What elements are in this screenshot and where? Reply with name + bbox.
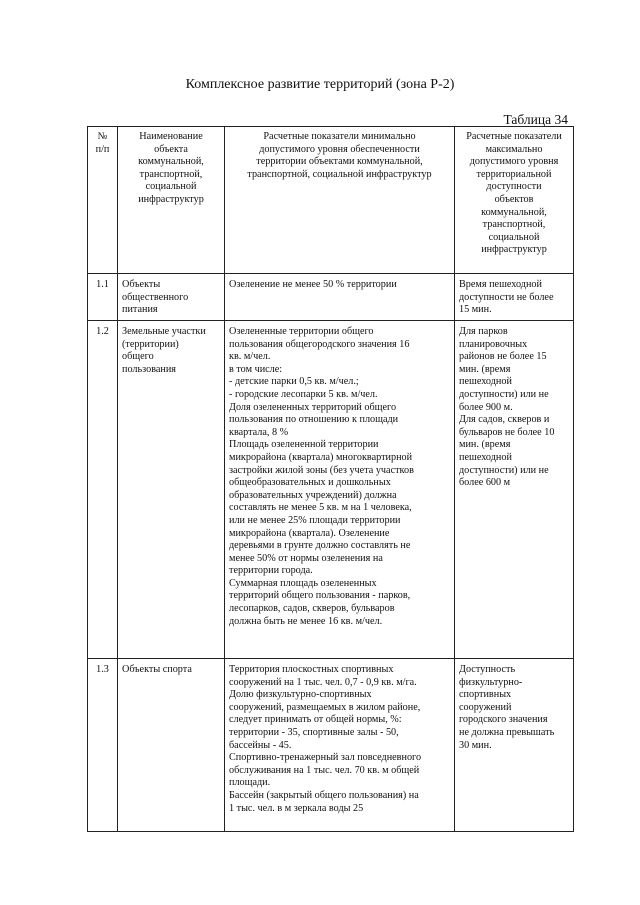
header-min-level	[225, 127, 455, 274]
text-line: следует принимать от общей нормы, %:	[229, 714, 402, 726]
text-line: Доступность	[459, 664, 516, 675]
table-label: Таблица 34	[503, 112, 568, 127]
text-line: более 600 м	[459, 477, 511, 489]
text-line: объекта	[154, 143, 188, 155]
text-line: 15 мин.	[459, 304, 492, 316]
text-line: пользования по отношению к площади	[229, 414, 399, 426]
text-line: мин. (время	[459, 439, 511, 451]
text-line: Долю физкультурно-спортивных	[229, 689, 372, 701]
text-line: должна быть не менее 16 кв. м/чел.	[229, 615, 383, 627]
header-number	[88, 127, 118, 274]
text-line: Объекты спорта	[122, 664, 192, 675]
text-line: максимально	[485, 143, 543, 155]
text-line: мин. (время	[459, 363, 511, 375]
text-line: территории - 35, спортивные залы - 50,	[229, 726, 399, 738]
text-line: районов не более 15	[459, 351, 547, 363]
table-row	[88, 659, 574, 832]
norms-table	[87, 126, 574, 832]
text-line: Время пешеходной	[459, 279, 542, 290]
text-line: социальной	[145, 181, 197, 193]
row-max-access	[455, 659, 574, 832]
text-line: общего	[122, 351, 154, 363]
text-line: объектов	[494, 193, 534, 205]
text-line: коммунальной,	[138, 156, 204, 168]
row-number: 1.3	[88, 659, 118, 832]
text-line: общественного	[122, 291, 189, 303]
text-line: Земельные участки	[122, 326, 206, 337]
text-line: допустимого уровня	[469, 156, 559, 168]
text-line: транспортной, социальной инфраструктур	[247, 168, 432, 180]
text-line: транспортной,	[139, 168, 203, 180]
text-line: Спортивно-тренажерный зал повседневного	[229, 752, 422, 764]
text-line: Расчетные показатели минимально	[263, 131, 416, 142]
text-line: городского значения	[459, 714, 548, 726]
text-line: Площадь озелененной территории	[229, 439, 379, 451]
text-line: питания	[122, 304, 158, 316]
text-line: пользования общегородского значения 16	[229, 338, 410, 350]
table-row	[88, 274, 574, 321]
text-line: составлять не менее 5 кв. м на 1 человека,	[229, 502, 412, 514]
text-line: 30 мин.	[459, 739, 492, 751]
text-line: Суммарная площадь озелененных	[229, 577, 377, 589]
text-line: территории объектами коммунальной,	[256, 156, 423, 168]
text-line: территориальной	[476, 168, 552, 180]
text-line: доступности не более	[459, 291, 554, 303]
text-line: пользования	[122, 363, 176, 375]
text-line: коммунальной,	[481, 206, 547, 218]
text-line: Бассейн (закрытый общего пользования) на	[229, 789, 419, 801]
text-line: сооружений	[459, 701, 512, 713]
text-line: деревьями в грунте должно составлять не	[229, 540, 411, 552]
document-title: Комплексное развитие территорий (зона Р-2)	[185, 77, 455, 92]
text-line: территории города.	[229, 565, 313, 577]
text-line: пешеходной	[459, 451, 512, 463]
text-line: бульваров не более 10	[459, 426, 555, 438]
header-max-access	[455, 127, 574, 274]
row-min-level	[225, 659, 455, 832]
text-line: не должна превышать	[459, 726, 555, 738]
text-line: п/п	[95, 143, 110, 155]
text-line: физкультурно-	[459, 676, 523, 688]
row-min-level	[225, 321, 455, 659]
text-line: Для парков	[459, 326, 508, 337]
text-line: инфраструктур	[138, 193, 204, 205]
text-line: (территории)	[122, 338, 179, 350]
text-line: спортивных	[459, 689, 512, 701]
row-max-access	[455, 274, 574, 321]
text-line: пешеходной	[459, 376, 512, 388]
text-line: Расчетные показатели	[466, 131, 562, 142]
text-line: территорий общего пользования - парков,	[229, 590, 411, 602]
text-line: 1 тыс. чел. в м зеркала воды 25	[229, 802, 364, 814]
row-number: 1.1	[88, 274, 118, 321]
row-object-name	[118, 274, 225, 321]
table-header-row	[88, 127, 574, 274]
text-line: инфраструктур	[481, 244, 547, 256]
text-line: доступности) или не	[459, 464, 549, 476]
text-line: менее 50% от нормы озеленения на	[229, 552, 383, 564]
text-line: микрорайона (квартала) многоквартирной	[229, 451, 413, 463]
row-min-level	[225, 274, 455, 321]
text-line: сооружений, размещаемых в жилом районе,	[229, 701, 421, 713]
text-line: доступности	[486, 181, 542, 193]
text-line: Доля озелененных территорий общего	[229, 401, 397, 413]
text-line: социальной	[488, 231, 540, 243]
text-line: обслуживания на 1 тыс. чел. 70 кв. м общей	[229, 764, 420, 776]
text-line: застройки жилой зоны (без учета участков	[229, 464, 414, 476]
row-max-access	[455, 321, 574, 659]
text-line: Для садов, скверов и	[459, 414, 550, 426]
text-line: - детские парки 0,5 кв. м/чел.;	[229, 376, 359, 388]
header-object-name	[118, 127, 225, 274]
text-line: в том числе:	[229, 363, 283, 375]
text-line: или не менее 25% площади территории	[229, 514, 401, 526]
text-line: допустимого уровня обеспеченности	[259, 143, 420, 155]
text-line: сооружений на 1 тыс. чел. 0,7 - 0,9 кв. м/га.	[229, 676, 417, 688]
text-line: Наименование	[139, 131, 203, 142]
row-object-name	[118, 321, 225, 659]
text-line: площади.	[229, 777, 271, 789]
row-object-name	[118, 659, 225, 832]
text-line: доступности) или не	[459, 388, 549, 400]
text-line: Озеленение не менее 50 % территории	[229, 279, 397, 290]
text-line: общеобразовательных и дошкольных	[229, 477, 391, 489]
text-line: планировочных	[459, 338, 528, 350]
text-line: образовательных учреждений) должна	[229, 489, 397, 501]
text-line: бассейны - 45.	[229, 739, 292, 751]
text-line: квартала, 8 %	[229, 426, 289, 438]
row-number: 1.2	[88, 321, 118, 659]
table-row	[88, 321, 574, 659]
text-line: транспортной,	[482, 219, 546, 231]
text-line: Территория плоскостных спортивных	[229, 664, 394, 675]
text-line: - городские лесопарки 5 кв. м/чел.	[229, 388, 378, 400]
text-line: микрорайона (квартала). Озеленение	[229, 527, 390, 539]
text-line: №	[97, 131, 108, 142]
text-line: Озелененные территории общего	[229, 326, 374, 337]
text-line: Объекты	[122, 279, 161, 290]
text-line: более 900 м.	[459, 401, 513, 413]
text-line: лесопарков, садов, скверов, бульваров	[229, 603, 395, 615]
text-line: кв. м/чел.	[229, 351, 271, 363]
